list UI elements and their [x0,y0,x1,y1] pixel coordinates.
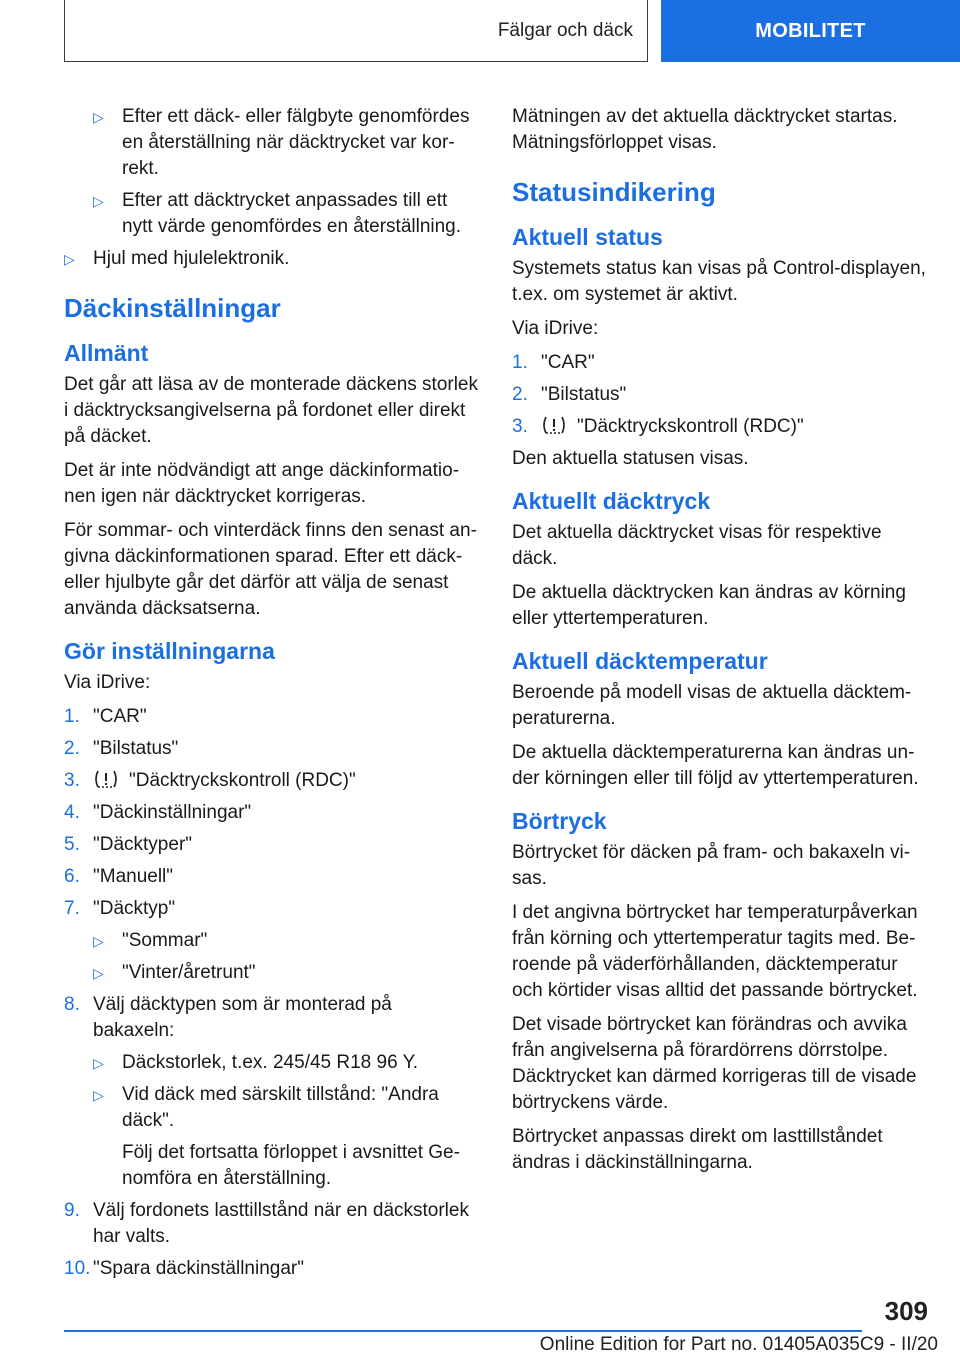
list-item: 3. "Däcktryckskontroll (RDC)" [512,416,804,437]
list-item: 1. "CAR" [64,706,147,727]
heading-gor-installningarna: Gör inställningarna [64,638,275,664]
right-column [512,104,926,1184]
paragraph: I det angivna börtrycket har temperaturpåverkan från körning och yttertemperatur tagits med. Beroende på väderförhållanden, däcktemperatur och körtider visas alltid det passande börtrycket. [512,902,918,1001]
section-tab [661,0,960,62]
list-item: ▷ Däckstorlek, t.ex. 245/45 R18 96 Y. [93,1050,478,1076]
paragraph: Systemets status kan visas på Control-displayen, t.ex. om systemet är aktivt. [512,258,926,305]
list-item: ▷ "Vinter/åretrunt" [93,960,478,986]
paragraph: För sommar- och vinterdäck finns den senast angivna däckinformationen sparad. Efter ett däck- eller hjulbyte går det därför att välja de senast använda däcksatserna. [64,520,477,619]
paragraph: Beroende på modell visas de aktuella däcktemperaturerna. [512,682,912,729]
tire-pressure-warning-icon [541,415,567,435]
triangle-bullet-icon: ▷ [93,933,104,949]
footer-edition: Online Edition for Part no. 01405A035C9 - II/20 [539,1334,938,1355]
heading-allmant: Allmänt [64,340,149,366]
via-idrive: Via iDrive: [64,672,151,693]
list-item: 9. Välj fordonets lasttillstånd när en däckstorlek har valts. [64,1200,469,1247]
list-item: 10. "Spara däckinställningar" [64,1258,304,1279]
heading-dackinstallningar: Däckinställningar [64,293,281,323]
triangle-bullet-icon: ▷ [93,193,104,209]
list-item: 6. "Manuell" [64,866,174,887]
list-item: 7. "Däcktyp" [64,898,176,919]
left-column [64,104,478,1288]
paragraph: Mätningen av det aktuella däcktrycket startas. Mätningsförloppet visas. [512,106,898,153]
list-item: 1. "CAR" [512,352,595,373]
paragraph: Det aktuella däcktrycket visas för respektive däck. [512,522,882,569]
triangle-bullet-icon: ▷ [93,1087,104,1103]
list-item: ▷ Vid däck med särskilt tillstånd: "Andra däck". [93,1082,478,1134]
page-number: 309 [884,1296,928,1326]
list-item: ▷ Efter ett däck- eller fälgbyte genomfördes en återställning när däcktrycket var korrekt. [93,104,478,182]
list-item: ▷ Hjul med hjulelektronik. [64,246,478,272]
tire-pressure-warning-icon [93,769,119,789]
list-item: ▷ Efter att däcktrycket anpassades till ett nytt värde genomfördes en återställning. [93,188,478,240]
list-item: 8. Välj däcktypen som är monterad på bakaxeln: [64,994,392,1041]
chapter-title: Fälgar och däck [497,19,633,41]
list-item: 4. "Däckinställningar" [64,802,252,823]
paragraph: Börtrycket anpassas direkt om lasttillståndet ändras i däckinställningarna. [512,1126,883,1173]
paragraph: Det visade börtrycket kan förändras och avvika från angivelserna på förardörrens dörrstolpe. Däcktrycket kan därmed korrigeras till de visade börtryckens värde. [512,1014,917,1113]
list-item: 2. "Bilstatus" [64,738,179,759]
heading-aktuell-status: Aktuell status [512,224,663,250]
paragraph: De aktuella däcktrycken kan ändras av körning eller yttertemperaturen. [512,582,906,629]
heading-bortryck: Börtryck [512,808,607,834]
chapter-tab [64,0,648,62]
paragraph: Det går att läsa av de monterade däckens storlek i däcktrycksangivelserna på fordonet eller direkt på däcket. [64,374,479,447]
paragraph: De aktuella däcktemperaturerna kan ändras under körningen eller till följd av yttertemperaturen. [512,742,919,789]
section-title: MOBILITET [755,19,866,42]
paragraph: Den aktuella statusen visas. [512,448,749,469]
triangle-bullet-icon: ▷ [93,965,104,981]
list-item: 2. "Bilstatus" [512,384,627,405]
list-item: 5. "Däcktyper" [64,834,193,855]
triangle-bullet-icon: ▷ [64,251,75,267]
triangle-bullet-icon: ▷ [93,1055,104,1071]
list-item: 3. "Däcktryckskontroll (RDC)" [64,770,356,791]
paragraph: Börtrycket för däcken på fram- och bakaxeln visas. [512,842,911,889]
heading-statusindikering: Statusindikering [512,177,716,207]
heading-aktuell-dacktemperatur: Aktuell däcktemperatur [512,648,768,674]
paragraph: Det är inte nödvändigt att ange däckinformationen igen när däcktrycket korrigeras. [64,460,460,507]
footer-divider [64,1330,862,1332]
via-idrive: Via iDrive: [512,318,599,339]
list-item-continuation: Följ det fortsatta förloppet i avsnittet Genomföra en återställning. [122,1142,460,1189]
heading-aktuellt-dacktryck: Aktuellt däcktryck [512,488,711,514]
list-item: ▷ "Sommar" [93,928,478,954]
triangle-bullet-icon: ▷ [93,109,104,125]
